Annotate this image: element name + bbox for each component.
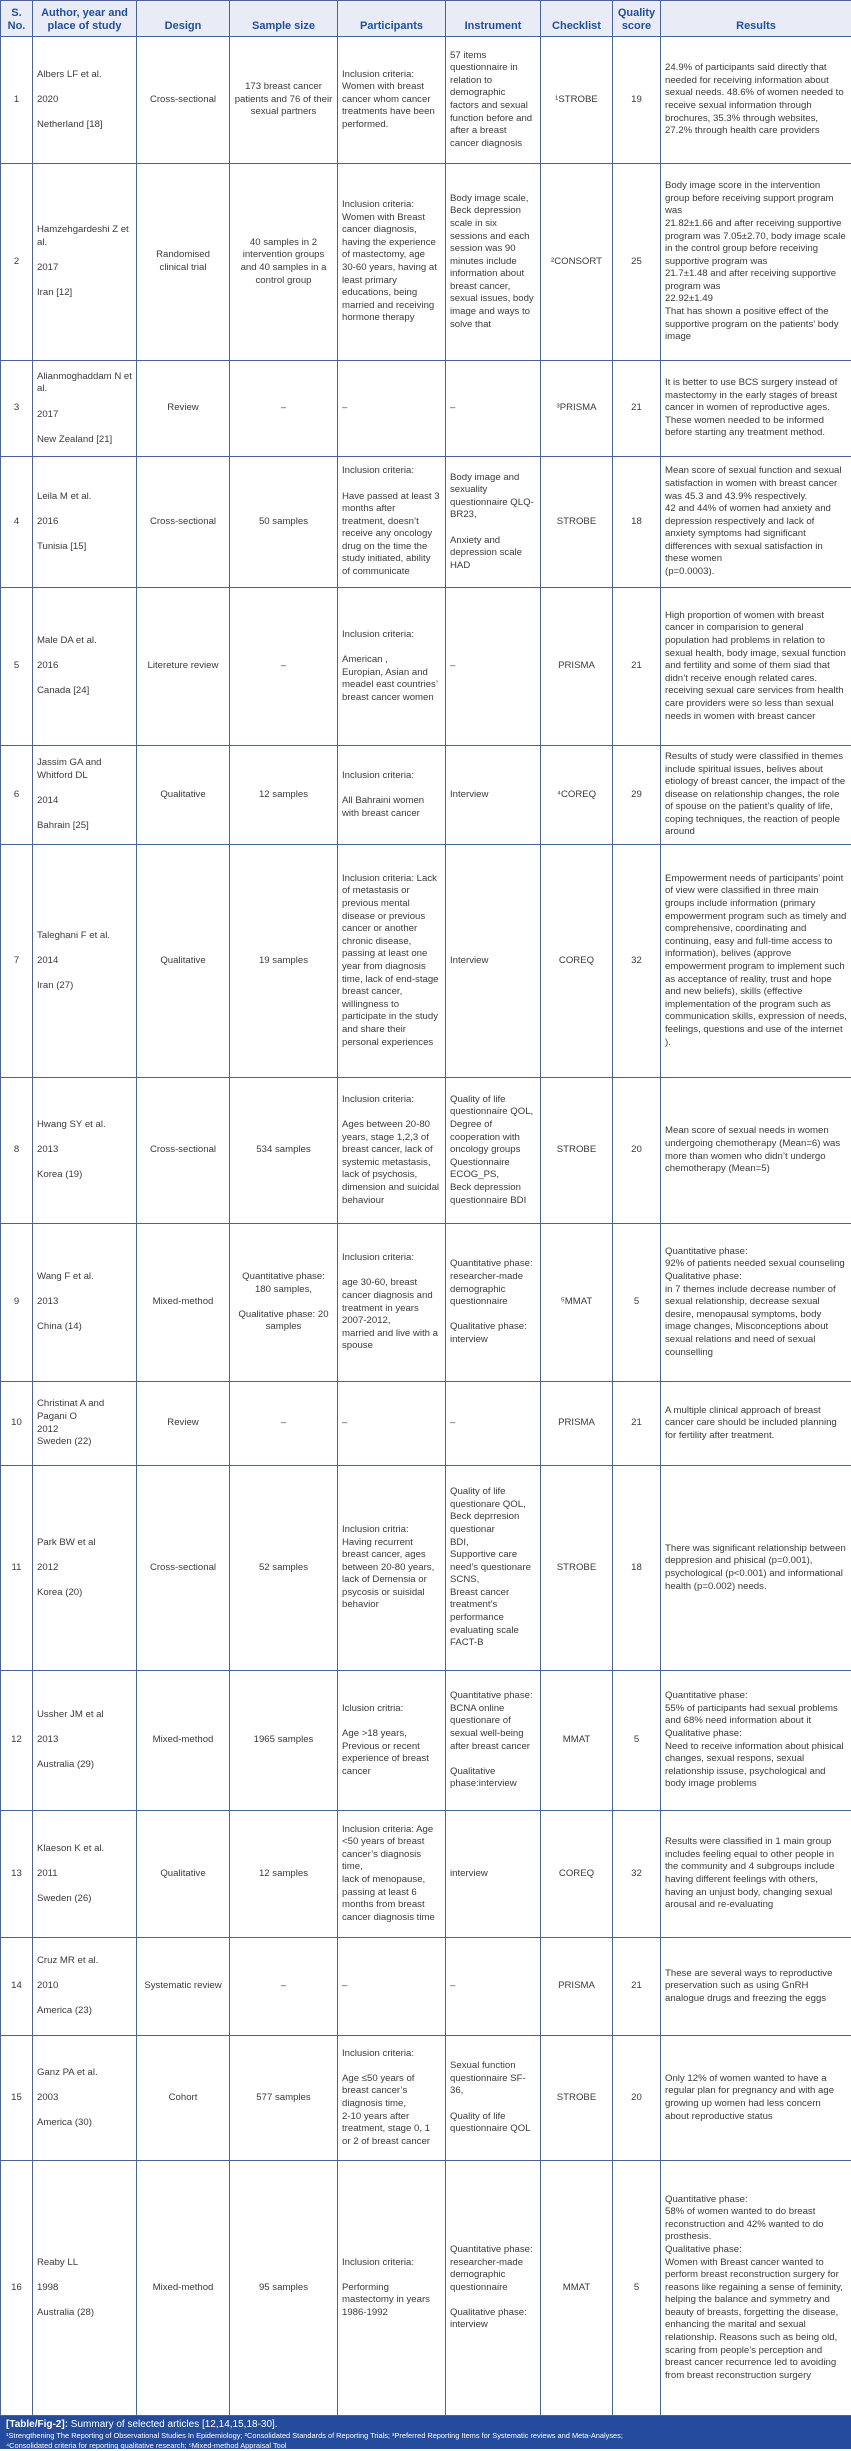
design-cell: Qualitative [137,1811,230,1938]
instrument-cell: 57 items questionnaire in relation to demographic factors and sexual function before and after a breast cancer diagnosis [446,37,541,164]
instrument-cell: interview [446,1811,541,1938]
s-no-cell: 16 [1,2161,33,2416]
sample-size-cell: Quantitative phase: 180 samples, Qualitative phase: 20 samples [230,1224,338,1382]
design-cell: Mixed-method [137,2161,230,2416]
results-cell: Quantitative phase: 58% of women wanted to do breast reconstruction and 42% wanted to do prosthesis. Qualitative phase: Women with Breast cancer wanted to perform breast reconstruction surgery for reasons like regaining a sense of feminity, helping the balance and symmetry and beauty of breasts, forgetting the disease, enhancing the marital and sexual relationship. Reasons such as being old, scaring from people’s perception and breast cancer recurrence led to avoiding from breast reconstruction surgery [661,2161,851,2416]
s-no-cell: 9 [1,1224,33,1382]
design-cell: Randomised clinical trial [137,164,230,361]
header-s-no: S. No. [1,1,33,37]
checklist-cell: MMAT [541,2161,613,2416]
results-cell: It is better to use BCS surgery instead of mastectomy in the early stages of breast cancer in women of reproductive ages. These women needed to be informed before starting any treatment method. [661,361,851,457]
sample-size-cell: 12 samples [230,746,338,845]
participants-cell: Inclusion criteria: Age ≤50 years of breast cancer’s diagnosis time, 2-10 years after treatment, stage 0, 1 or 2 of breast cancer [338,2036,446,2161]
author-cell: Klaeson K et al. 2011 Sweden (26) [33,1811,137,1938]
author-cell: Taleghani F et al. 2014 Iran (27) [33,845,137,1078]
results-cell: Empowerment needs of participants’ point of view were classified in three main groups include information (primary empowerment program such as timely and comprehensive, coordinating and continuing, easy and full-time access to information), belives (approve empowerment program to implement such as acceptance of reality, trust and hope and new beliefs), skills (effective implementation of the program such as communication skills, expression of needs, feelings, questions and use of the internet ). [661,845,851,1078]
results-cell: Quantitative phase: 92% of patients needed sexual counseling Qualitative phase: in 7 themes include decrease number of sexual relationship, decrease sexual desire, menopausal symptoms, body image changes, Misconceptions about sexual relations and need of sexual counselling [661,1224,851,1382]
quality-score-cell: 5 [613,2161,661,2416]
instrument-cell: Quantitative phase: researcher-made demographic questionnaire Qualitative phase: interview [446,1224,541,1382]
caption-label: [Table/Fig-2]: [6,2419,68,2430]
checklist-cell: ³PRISMA [541,361,613,457]
checklist-cell: ⁴COREQ [541,746,613,845]
header-participants: Participants [338,1,446,37]
s-no-cell: 15 [1,2036,33,2161]
design-cell: Litereture review [137,588,230,746]
instrument-cell: Interview [446,746,541,845]
quality-score-cell: 20 [613,2036,661,2161]
sample-size-cell: 12 samples [230,1811,338,1938]
sample-size-cell: – [230,1938,338,2036]
participants-cell: Inclusion criteria: age 30-60, breast cancer diagnosis and treatment in years 2007-2012, married and live with a spouse [338,1224,446,1382]
table-row [1,164,851,361]
participants-cell: Inclusion criteria: Women with breast cancer whom cancer treatments have been performed. [338,37,446,164]
quality-score-cell: 18 [613,1466,661,1671]
author-cell: Park BW et al 2012 Korea (20) [33,1466,137,1671]
design-cell: Cross-sectional [137,1466,230,1671]
quality-score-cell: 21 [613,588,661,746]
design-cell: Review [137,361,230,457]
checklist-cell: PRISMA [541,1938,613,2036]
quality-score-cell: 21 [613,361,661,457]
design-cell: Cohort [137,2036,230,2161]
participants-cell: Inclusion criteria: Ages between 20-80 years, stage 1,2,3 of breast cancer, lack of systemic metastasis, lack of psychosis, dimension and suicidal behaviour [338,1078,446,1224]
table-row [1,1224,851,1382]
participants-cell: Inclusion criteria: All Bahraini women with breast cancer [338,746,446,845]
sample-size-cell: 534 samples [230,1078,338,1224]
checklist-cell: STROBE [541,1078,613,1224]
table-row [1,1466,851,1671]
s-no-cell: 6 [1,746,33,845]
author-cell: Cruz MR et al. 2010 America (23) [33,1938,137,2036]
participants-cell: – [338,1938,446,2036]
participants-cell: – [338,361,446,457]
s-no-cell: 2 [1,164,33,361]
checklist-cell: COREQ [541,845,613,1078]
sample-size-cell: – [230,588,338,746]
participants-cell: Inclusion criteria: Women with Breast cancer diagnosis, having the experience of mastectomy, age 30-60 years, having at least primary educations, being married and receiving hormone therapy [338,164,446,361]
participants-cell: – [338,1382,446,1466]
participants-cell: Inclusion criteria: Have passed at least 3 months after treatment, doesn’t receive any oncology drug on the time the study initiated, ability of communicate [338,457,446,588]
table-row [1,1938,851,2036]
s-no-cell: 11 [1,1466,33,1671]
checklist-cell: STROBE [541,457,613,588]
results-cell: There was significant relationship between deppresion and phisical (p=0.001), psychological (p<0.001) and informational health (p=0.002) needs. [661,1466,851,1671]
header-sample-size: Sample size [230,1,338,37]
design-cell: Review [137,1382,230,1466]
participants-cell: Inclusion critria: Having recurrent breast cancer, ages between 20-80 years, lack of Demensia or psycosis or suisidal behavior [338,1466,446,1671]
quality-score-cell: 25 [613,164,661,361]
table-row [1,2161,851,2416]
author-cell: Hwang SY et al. 2013 Korea (19) [33,1078,137,1224]
checklist-cell: MMAT [541,1671,613,1811]
table-row [1,588,851,746]
s-no-cell: 1 [1,37,33,164]
s-no-cell: 13 [1,1811,33,1938]
table-row [1,361,851,457]
design-cell: Cross-sectional [137,1078,230,1224]
table-row [1,845,851,1078]
quality-score-cell: 18 [613,457,661,588]
header-results: Results [661,1,851,37]
quality-score-cell: 29 [613,746,661,845]
checklist-cell: ⁵MMAT [541,1224,613,1382]
participants-cell: Inclusion criteria: Performing mastectomy in years 1986-1992 [338,2161,446,2416]
author-cell: Male DA et al. 2016 Canada [24] [33,588,137,746]
instrument-cell: Interview [446,845,541,1078]
quality-score-cell: 20 [613,1078,661,1224]
participants-cell: Inclusion criteria: Age <50 years of breast cancer’s diagnosis time, lack of menopause, passing at least 6 months from breast cancer diagnosis time [338,1811,446,1938]
checklist-cell: COREQ [541,1811,613,1938]
checklist-cell: STROBE [541,2036,613,2161]
sample-size-cell: 577 samples [230,2036,338,2161]
quality-score-cell: 32 [613,845,661,1078]
caption-line [6,2419,845,2431]
author-cell: Alianmoghaddam N et al. 2017 New Zealand [21] [33,361,137,457]
sample-size-cell: – [230,1382,338,1466]
s-no-cell: 5 [1,588,33,746]
checklist-cell: STROBE [541,1466,613,1671]
instrument-cell: Body image scale, Beck depression scale in six sessions and each session was 90 minutes include information about breast cancer, sexual issues, body image and ways to solve that [446,164,541,361]
quality-score-cell: 32 [613,1811,661,1938]
results-cell: A multiple clinical approach of breast cancer care should be included planning for fertility after treatment. [661,1382,851,1466]
s-no-cell: 4 [1,457,33,588]
design-cell: Mixed-method [137,1224,230,1382]
abbreviation-note-2: ⁴Consolidated criteria for reporting qualitative research; ⁵Mixed-method Appraisal Tool [6,2441,845,2451]
table-row [1,1671,851,1811]
author-cell: Wang F et al. 2013 China (14) [33,1224,137,1382]
checklist-cell: PRISMA [541,588,613,746]
instrument-cell: Body image and sexuality questionnaire QLQ- BR23, Anxiety and depression scale HAD [446,457,541,588]
instrument-cell: – [446,1382,541,1466]
caption-text: Summary of selected articles [12,14,15,18-30]. [68,2419,278,2430]
sample-size-cell: – [230,361,338,457]
table-body [1,37,851,2416]
quality-score-cell: 5 [613,1671,661,1811]
instrument-cell: Quality of life questionnaire QOL, Degree of cooperation with oncology groups Questionnaire ECOG_PS, Beck depression questionnaire BDI [446,1078,541,1224]
checklist-cell: ¹STROBE [541,37,613,164]
results-cell: Only 12% of women wanted to have a regular plan for pregnancy and with age growing up women had less concern about reproductive status [661,2036,851,2161]
instrument-cell: Quantitative phase: BCNA online questionare of sexual well-being after breast cancer Qualitative phase:interview [446,1671,541,1811]
author-cell: Jassim GA and Whitford DL 2014 Bahrain [25] [33,746,137,845]
results-cell: Mean score of sexual needs in women undergoing chemotherapy (Mean=6) was more than women who didn’t undergo chemotherapy (Mean=5) [661,1078,851,1224]
table-row [1,1811,851,1938]
results-cell: Results of study were classified in themes include spiritual issues, belives about etiology of breast cancer, the impact of the disease on relationship changes, the role of spouse on the patient’s quality of life, coping techniques, the reaction of people around [661,746,851,845]
results-cell: Mean score of sexual function and sexual satisfaction in women with breast cancer was 45.3 and 43.9% respectively. 42 and 44% of women had anxiety and depression respectively and lack of anxiety symptoms had significant differences with sexual satisfaction in these women (p=0.0003). [661,457,851,588]
table-row [1,746,851,845]
table-row [1,37,851,164]
header-author: Author, year and place of study [33,1,137,37]
quality-score-cell: 21 [613,1382,661,1466]
participants-cell: Inclusion criteria: Lack of metastasis or previous mental disease or previous cancer or another chronic disease, passing at least one year from diagnosis time, lack of end-stage breast cancer, willingness to participate in the study and share their personal experiences [338,845,446,1078]
table-row [1,2036,851,2161]
author-cell: Reaby LL 1998 Australia (28) [33,2161,137,2416]
instrument-cell: Quantitative phase: researcher-made demographic questionnaire Qualitative phase: interview [446,2161,541,2416]
design-cell: Qualitative [137,746,230,845]
author-cell: Ganz PA et al. 2003 America (30) [33,2036,137,2161]
checklist-cell: ²CONSORT [541,164,613,361]
results-cell: These are several ways to reproductive preservation such as using GnRH analogue drugs and freezing the eggs [661,1938,851,2036]
quality-score-cell: 19 [613,37,661,164]
participants-cell: Inclusion criteria: American , Europian, Asian and meadel east countries’ breast cancer women [338,588,446,746]
s-no-cell: 7 [1,845,33,1078]
instrument-cell: – [446,1938,541,2036]
design-cell: Cross-sectional [137,457,230,588]
design-cell: Cross-sectional [137,37,230,164]
s-no-cell: 10 [1,1382,33,1466]
quality-score-cell: 21 [613,1938,661,2036]
results-cell: Quantitative phase: 55% of participants had sexual problems and 68% need information about it Qualitative phase: Need to receive information about phisical changes, sexual respons, sexual relationship issuse, psychological and body image problems [661,1671,851,1811]
s-no-cell: 12 [1,1671,33,1811]
sample-size-cell: 173 breast cancer patients and 76 of their sexual partners [230,37,338,164]
author-cell: Leila M et al. 2016 Tunisia [15] [33,457,137,588]
header-checklist: Checklist [541,1,613,37]
results-cell: High proportion of women with breast cancer in comparision to general population had problems in relation to sexual health, body image, sexual function and fertility and some of them siad that didn’t receive enough related cares. receiving sexual care services from health care providers were so less than sexual needs in women with breast cancer [661,588,851,746]
header-row [1,1,851,37]
author-cell: Christinat A and Pagani O 2012 Sweden (22) [33,1382,137,1466]
table-row [1,457,851,588]
sample-size-cell: 95 samples [230,2161,338,2416]
table-row [1,1382,851,1466]
sample-size-cell: 1965 samples [230,1671,338,1811]
design-cell: Qualitative [137,845,230,1078]
s-no-cell: 14 [1,1938,33,2036]
results-cell: Results were classified in 1 main group includes feeling equal to other people in the community and 4 subgroups include having different feelings with others, having an unjust body, changing sexual arousal and re-evaluating [661,1811,851,1938]
instrument-cell: Quality of life questionare QOL, Beck deprresion questionar BDI, Supportive care need’s questionare SCNS, Breast cancer treatment’s performance evaluating scale FACT-B [446,1466,541,1671]
results-cell: Body image score in the intervention group before receiving support program was 21.82±1.66 and after receiving supportive program was 7.05±2.70, body image scale in the control group before receiving supportive program was 21.7±1.48 and after receiving supportive program was 22.92±1.49 That has shown a positive effect of the supportive program on the patients’ body image [661,164,851,361]
design-cell: Mixed-method [137,1671,230,1811]
quality-score-cell: 5 [613,1224,661,1382]
s-no-cell: 3 [1,361,33,457]
table-caption [0,2416,851,2449]
sample-size-cell: 40 samples in 2 intervention groups and 40 samples in a control group [230,164,338,361]
instrument-cell: – [446,588,541,746]
checklist-cell: PRISMA [541,1382,613,1466]
participants-cell: Iclusion critria: Age >18 years, Previous or recent experience of breast cancer [338,1671,446,1811]
author-cell: Ussher JM et al 2013 Australia (29) [33,1671,137,1811]
design-cell: Systematic review [137,1938,230,2036]
s-no-cell: 8 [1,1078,33,1224]
instrument-cell: Sexual function questionnaire SF-36, Quality of life questionnaire QOL [446,2036,541,2161]
sample-size-cell: 52 samples [230,1466,338,1671]
table-row [1,1078,851,1224]
header-design: Design [137,1,230,37]
sample-size-cell: 19 samples [230,845,338,1078]
instrument-cell: – [446,361,541,457]
author-cell: Hamzehgardeshi Z et al. 2017 Iran [12] [33,164,137,361]
sample-size-cell: 50 samples [230,457,338,588]
header-quality-score: Quality score [613,1,661,37]
author-cell: Albers LF et al. 2020 Netherland [18] [33,37,137,164]
results-cell: 24.9% of participants said directly that needed for receiving information about sexual needs. 48.6% of women needed to receive sexual information through brochures, 35.3% through websites, 27.2% through health care providers [661,37,851,164]
header-instrument: Instrument [446,1,541,37]
abbreviation-note-1: ¹Strengthening The Reporting of Observational Studies In Epidemiology; ²Consolidated Standards of Reporting Trials; ³Preferred Reporting Items for Systematic reviews and Meta-Analyses; [6,2431,845,2441]
